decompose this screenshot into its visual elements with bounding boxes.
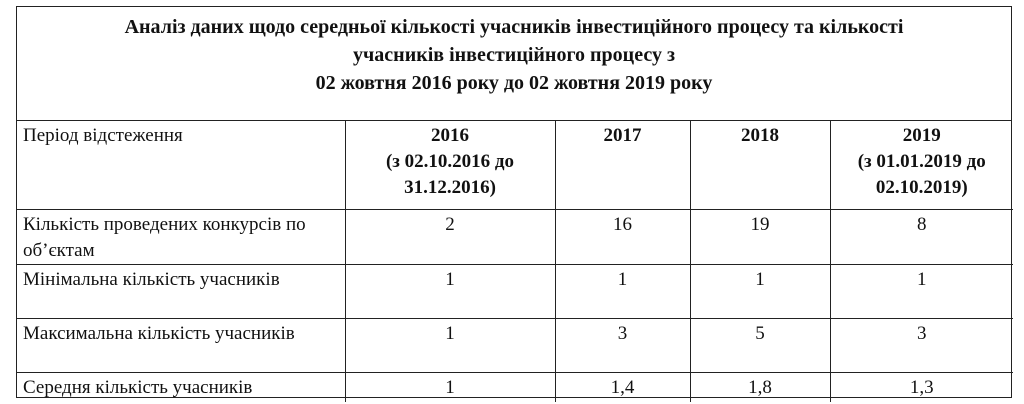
header-2017 [555, 121, 690, 209]
cell-value: 1 [345, 264, 555, 318]
cell-value: 2 [345, 209, 555, 264]
cell-value: 1 [345, 318, 555, 372]
header-2016-year: 2016 [431, 125, 469, 146]
cell-value: 19 [690, 209, 830, 264]
cell-value: 5 [690, 318, 830, 372]
cell-value: 3 [555, 318, 690, 372]
title-line-1: Аналіз даних щодо середньої кількості учасників інвестиційного процесу та кількості [124, 16, 904, 38]
title-line-2: учасників інвестиційного процесу з [353, 44, 675, 66]
table-row [17, 318, 1013, 372]
cell-value: 1,8 [690, 372, 830, 402]
row-label: Середня кількість учасників [17, 372, 345, 402]
table-row [17, 264, 1013, 318]
cell-value: 1,4 [555, 372, 690, 402]
header-2019-range-b: 02.10.2019) [875, 177, 968, 198]
table-row [17, 372, 1013, 402]
header-2016-range-b: 31.12.2016) [404, 177, 496, 198]
header-2019 [830, 121, 1013, 209]
cell-value: 1 [690, 264, 830, 318]
table-header-row [17, 121, 1013, 209]
cell-value: 16 [555, 209, 690, 264]
row-label: Кількість проведених конкурсів по об’єктам [17, 209, 345, 264]
header-period-label: Період відстеження [17, 121, 345, 209]
header-2018-year: 2018 [741, 125, 779, 146]
table-row [17, 209, 1013, 264]
header-2018 [690, 121, 830, 209]
row-label: Мінімальна кількість учасників [17, 264, 345, 318]
cell-value: 1 [830, 264, 1013, 318]
title-line-3: 02 жовтня 2016 року до 02 жовтня 2019 року [315, 72, 713, 94]
row-label: Максимальна кількість учасників [17, 318, 345, 372]
cell-value: 8 [830, 209, 1013, 264]
header-2019-range-a: (з 01.01.2019 до [857, 151, 986, 172]
header-2016-range-a: (з 02.10.2016 до [385, 151, 515, 172]
cell-value: 3 [830, 318, 1013, 372]
cell-value: 1,3 [830, 372, 1013, 402]
document-title [17, 7, 1011, 121]
cell-value: 1 [555, 264, 690, 318]
cell-value: 1 [345, 372, 555, 402]
document-frame [16, 6, 1012, 398]
data-table [17, 121, 1013, 402]
header-2017-year: 2017 [603, 125, 642, 146]
header-2019-year: 2019 [902, 125, 941, 146]
header-2016 [345, 121, 555, 209]
